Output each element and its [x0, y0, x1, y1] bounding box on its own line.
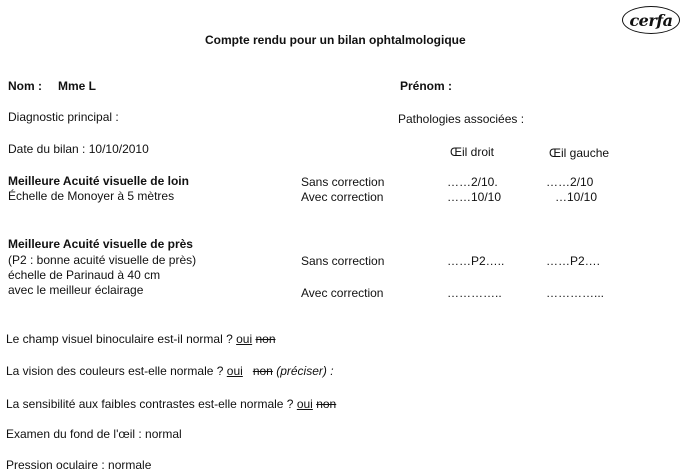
- oeil-droit-header: Œil droit: [450, 145, 495, 159]
- pres-avec-od: …………..: [447, 286, 502, 300]
- couleurs-question-text: La vision des couleurs est-elle normale ?: [6, 364, 224, 378]
- champ-oui: oui: [236, 332, 253, 346]
- champ-non: non: [255, 332, 276, 346]
- pres-avec-og: …………...: [546, 286, 605, 300]
- pres-sans-og: ……P2….: [546, 254, 601, 268]
- question-couleurs: [6, 364, 334, 379]
- document-title: Compte rendu pour un bilan ophtalmologique: [205, 33, 466, 47]
- loin-title: Meilleure Acuité visuelle de loin: [8, 174, 189, 188]
- nom-label: Nom :: [8, 79, 42, 93]
- contrastes-oui: oui: [296, 397, 313, 411]
- nom-value: Mme L: [58, 79, 97, 93]
- pres-sans-od: ……P2…..: [447, 254, 505, 268]
- couleurs-oui: oui: [226, 364, 243, 378]
- loin-avec-og: …10/10: [555, 190, 598, 204]
- loin-avec-od: ……10/10: [447, 190, 502, 204]
- loin-avec-label: Avec correction: [301, 190, 384, 204]
- loin-sans-label: Sans correction: [301, 175, 385, 189]
- date-bilan: Date du bilan : 10/10/2010: [8, 142, 149, 156]
- logo-text: cerfa: [629, 10, 673, 30]
- champ-question-text: Le champ visuel binoculaire est-il normal ?: [6, 332, 233, 346]
- diagnostic-label: Diagnostic principal :: [8, 110, 119, 124]
- pres-line1: (P2 : bonne acuité visuelle de près): [8, 253, 197, 267]
- pres-avec-label: Avec correction: [301, 286, 384, 300]
- contrastes-question-text: La sensibilité aux faibles contrastes est-elle normale ?: [6, 397, 294, 411]
- loin-subtitle: Échelle de Monoyer à 5 mètres: [8, 189, 175, 203]
- pres-line2: échelle de Parinaud à 40 cm: [8, 268, 161, 282]
- pathologies-label: Pathologies associées :: [398, 112, 525, 126]
- pres-line3: avec le meilleur éclairage: [8, 283, 144, 297]
- question-champ-visuel: [6, 332, 276, 347]
- pres-sans-label: Sans correction: [301, 254, 385, 268]
- pression-oculaire: Pression oculaire : normale: [6, 458, 152, 472]
- oeil-gauche-header: Œil gauche: [549, 146, 610, 160]
- contrastes-non: non: [316, 397, 337, 411]
- loin-sans-od: ……2/10.: [447, 175, 498, 189]
- cerfa-logo: [622, 6, 680, 34]
- loin-sans-og: ……2/10: [546, 175, 594, 189]
- couleurs-preciser: (préciser) :: [276, 364, 334, 378]
- couleurs-non: non: [252, 364, 273, 378]
- question-contrastes: [6, 397, 336, 412]
- prenom-label: Prénom :: [400, 79, 453, 93]
- pres-title: Meilleure Acuité visuelle de près: [8, 237, 193, 251]
- examen-fond-oeil: Examen du fond de l'œil : normal: [6, 427, 182, 441]
